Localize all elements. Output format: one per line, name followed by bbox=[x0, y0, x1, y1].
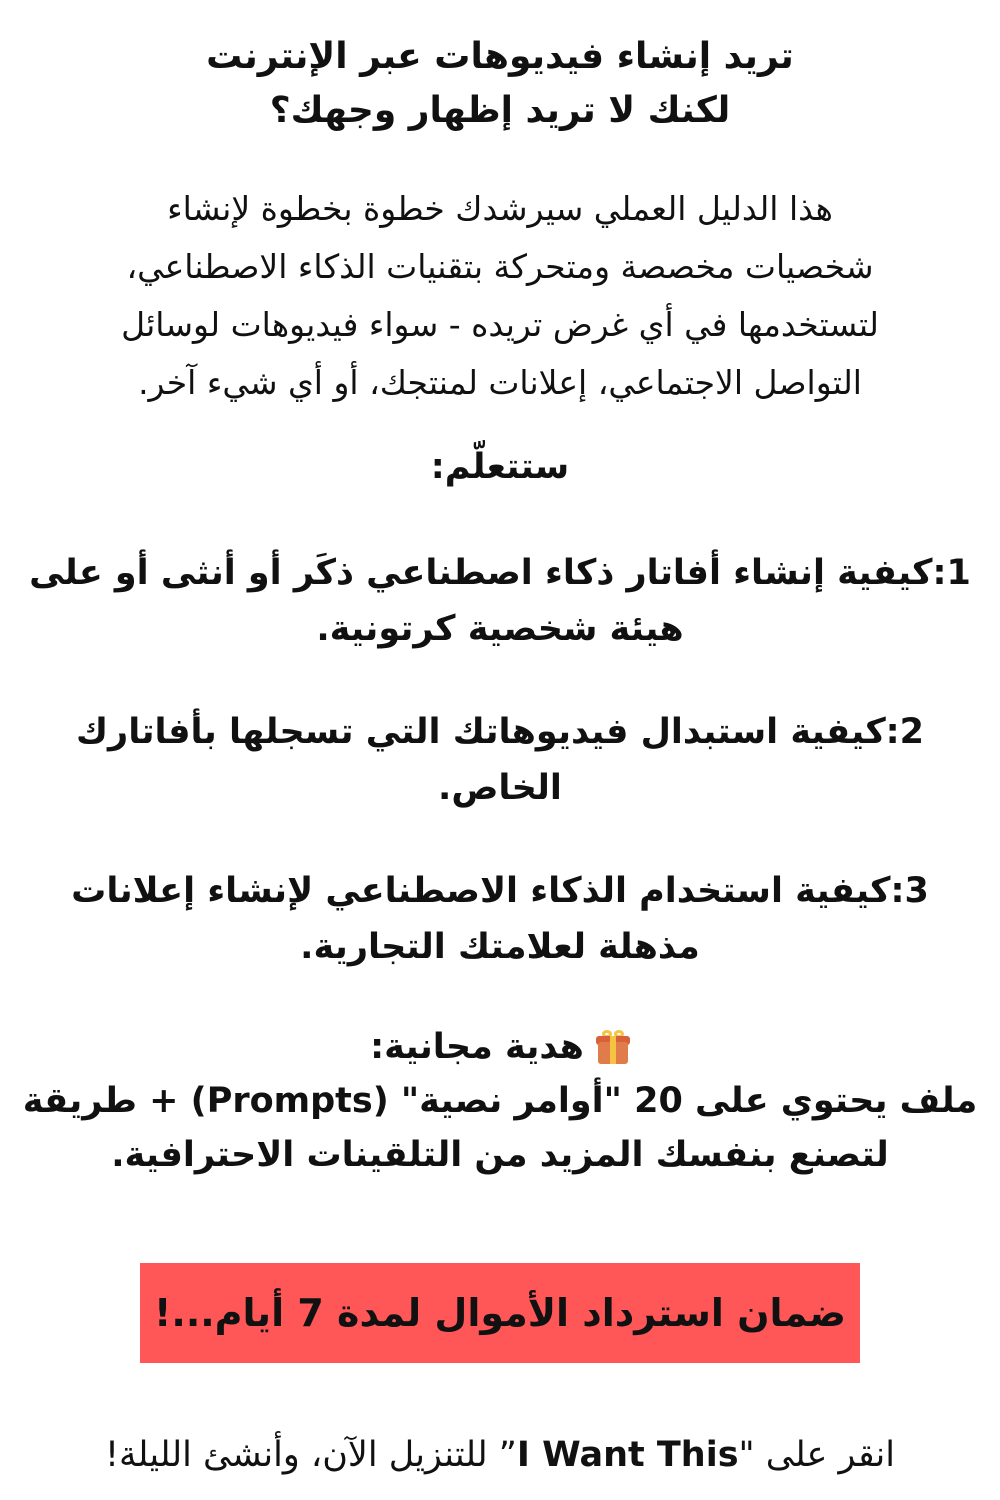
intro-line: لتستخدمها في أي غرض تريده - سواء فيديوهات لوسائل bbox=[121, 305, 879, 344]
learn-item-1 bbox=[20, 545, 980, 657]
learn-item-line: 3:كيفية استخدام الذكاء الاصطناعي لإنشاء إعلانات bbox=[71, 871, 929, 911]
gift-line: ملف يحتوي على 20 "أوامر نصية" (Prompts) + طريقة bbox=[22, 1081, 978, 1121]
headline-line-1: تريد إنشاء فيديوهات عبر الإنترنت bbox=[206, 36, 794, 77]
headline bbox=[100, 30, 900, 138]
intro-line: التواصل الاجتماعي، إعلانات لمنتجك، أو أي شيء آخر. bbox=[138, 363, 862, 402]
free-gift-section bbox=[20, 1020, 980, 1182]
intro-line: هذا الدليل العملي سيرشدك خطوة بخطوة لإنشاء bbox=[167, 189, 833, 228]
guarantee-text: ضمان استرداد الأموال لمدة 7 أيام...! bbox=[154, 1291, 846, 1335]
intro-line: شخصيات مخصصة ومتحركة بتقنيات الذكاء الاصطناعي، bbox=[126, 247, 874, 286]
cta-suffix: ” للتنزيل الآن، وأنشئ الليلة! bbox=[104, 1435, 517, 1475]
gift-icon bbox=[596, 1030, 630, 1064]
gift-description bbox=[20, 1074, 980, 1182]
learn-item-line: هيئة شخصية كرتونية. bbox=[316, 609, 684, 649]
gift-title-row bbox=[20, 1020, 980, 1074]
learn-item-3 bbox=[20, 863, 980, 975]
learn-item-line: الخاص. bbox=[438, 768, 562, 808]
intro-paragraph bbox=[20, 180, 980, 412]
learn-item-line: مذهلة لعلامتك التجارية. bbox=[300, 927, 700, 967]
cta-prefix: انقر على " bbox=[738, 1435, 896, 1475]
learn-item-line: 2:كيفية استبدال فيديوهاتك التي تسجلها بأفاتارك bbox=[75, 712, 925, 752]
cta-button-name: I Want This bbox=[516, 1435, 739, 1475]
call-to-action bbox=[20, 1425, 980, 1485]
learn-item-2 bbox=[20, 704, 980, 816]
headline-line-2: لكنك لا تريد إظهار وجهك؟ bbox=[269, 90, 731, 131]
money-back-guarantee-banner bbox=[140, 1263, 860, 1363]
gift-line: لتصنع بنفسك المزيد من التلقينات الاحترافية. bbox=[111, 1135, 889, 1175]
learn-item-line: 1:كيفية إنشاء أفاتار ذكاء اصطناعي ذكَر أو أنثى أو على bbox=[29, 553, 971, 593]
gift-title: هدية مجانية: bbox=[370, 1027, 584, 1067]
learn-title: ستتعلّم: bbox=[430, 447, 570, 487]
